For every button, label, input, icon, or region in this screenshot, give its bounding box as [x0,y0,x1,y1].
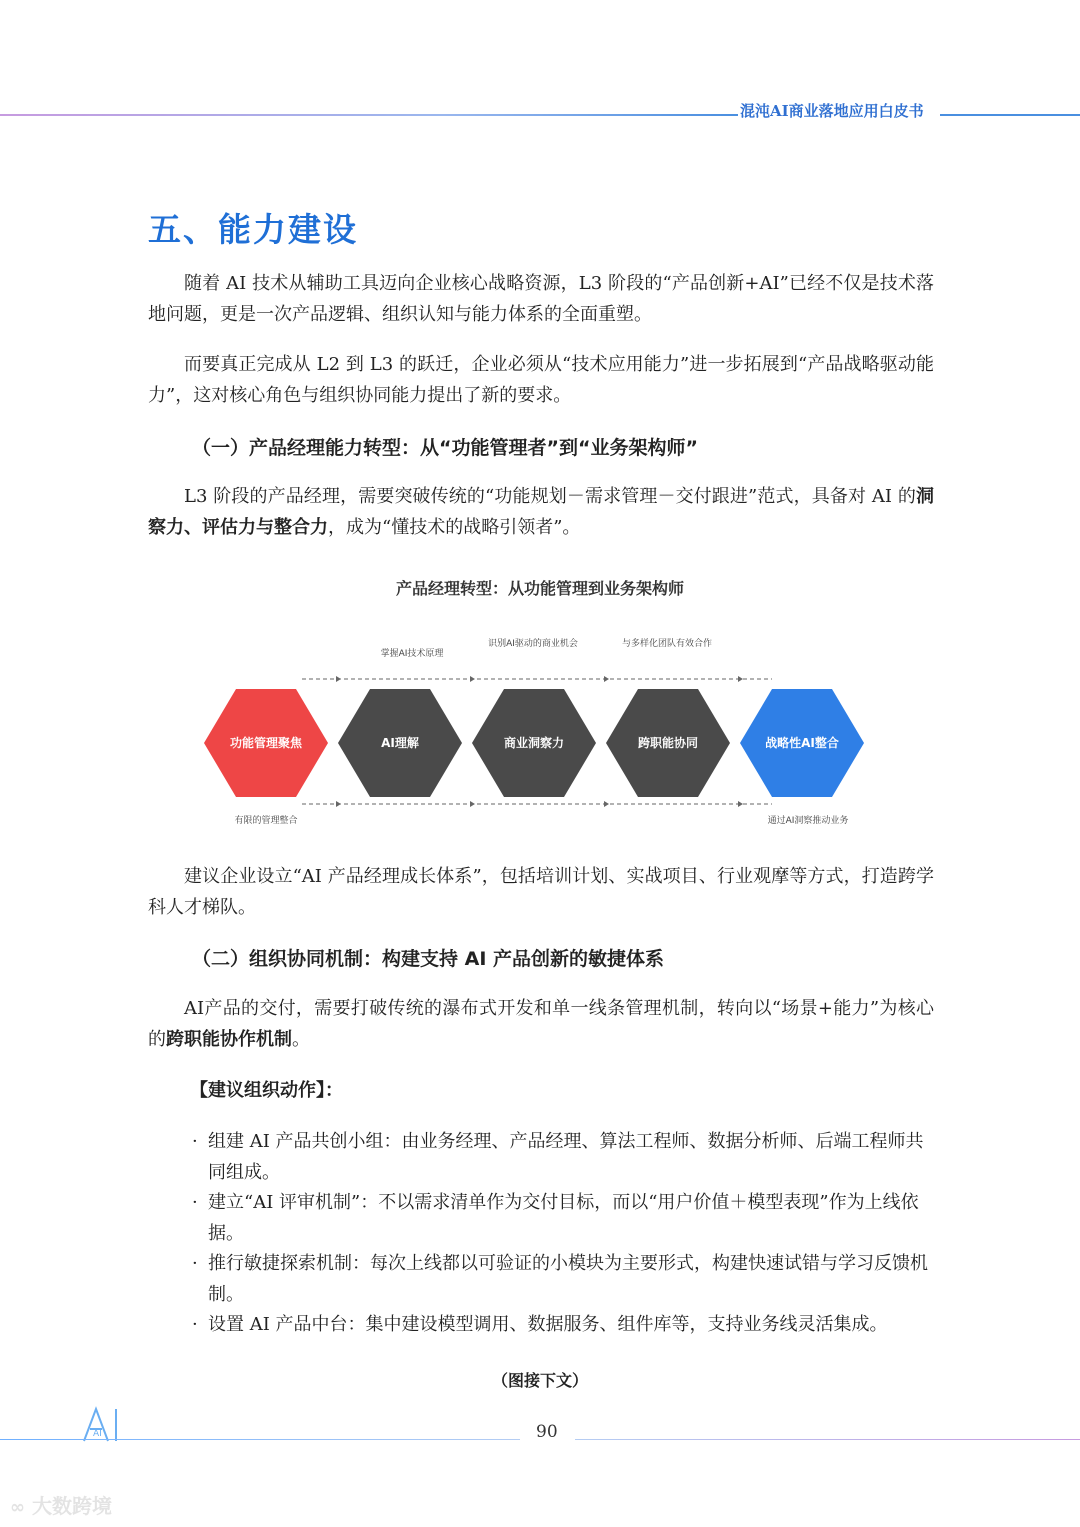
hex-node-label: 商业洞察力 [503,736,565,750]
guide-arrow-icon [470,801,475,807]
guide-arrow-icon [470,676,475,682]
guide-arrow-icon [604,801,609,807]
hex-node-label: AI理解 [381,736,419,750]
list-item: · 建立“AI 评审机制”：不以需求清单作为交付目标，而以“用户价值＋模型表现”作为上线依据。 [192,1192,919,1244]
hex-node [204,689,328,797]
bottom-label-right: 通过AI洞察推动业务 [767,816,849,826]
top-label-2: 识别AI驱动的商业机会 [488,639,578,649]
paragraph-5: AI产品的交付，需要打破传统的瀑布式开发和单一线条管理机制，转向以“场景+能力”为核心的跨职能协作机制。 [148,998,934,1050]
page-number: 90 [536,1422,558,1442]
guide-arrow-icon [738,676,743,682]
hex-node [606,689,730,797]
paragraph-4: 建议企业设立“AI 产品经理成长体系”，包括培训计划、实战项目、行业观摩等方式，打造跨学科人才梯队。 [148,866,934,918]
header-rule-right [940,114,1080,116]
section-title: 五、能力建设 [148,210,358,249]
top-label-3: 与多样化团队有效合作 [621,639,712,649]
paragraph-2: 而要真正完成从 L2 到 L3 的跃迁，企业必须从“技术应用能力”进一步拓展到“产品战略驱动能力”，这对核心角色与组织协同能力提出了新的要求。 [148,354,934,406]
list-item: · 设置 AI 产品中台：集中建设模型调用、数据服务、组件库等，支持业务线灵活集成。 [192,1314,888,1335]
subheading-2: （二）组织协同机制：构建支持 AI 产品创新的敏捷体系 [192,948,665,970]
watermark: ∞ 大数跨境 [10,1494,112,1518]
bottom-label-left: 有限的管理整合 [234,816,298,826]
hex-node-label: 功能管理聚焦 [229,736,303,750]
paragraph-3: L3 阶段的产品经理，需要突破传统的“功能规划－需求管理－交付跟进”范式，具备对 AI 的洞察力、评估力与整合力，成为“懂技术的战略引领者”。 [148,486,934,538]
emphasis-text: 洞察力、评估力与整合力 [148,486,934,538]
guide-arrow-icon [604,676,609,682]
footer-rule-left [0,1439,520,1440]
header-title: 混沌AI商业落地应用白皮书 [740,102,924,120]
transformation-diagram [0,620,1080,820]
guide-arrow-icon [336,676,341,682]
hex-node [338,689,462,797]
list-item: · 推行敏捷探索机制：每次上线都以可验证的小模块为主要形式，构建快速试错与学习反馈机制。 [192,1253,928,1305]
guide-arrow-icon [336,801,341,807]
ai-logo-icon [82,1405,132,1443]
figure-title: 产品经理转型：从功能管理到业务架构师 [395,579,684,598]
logo-text: AI [93,1429,102,1439]
actions-heading: 【建议组织动作】： [190,1080,343,1101]
watermark-logo-icon: ∞ [10,1497,25,1518]
list-item: · 组建 AI 产品共创小组：由业务经理、产品经理、算法工程师、数据分析师、后端工程师共同组成。 [192,1131,924,1183]
footer-rule-right [575,1439,1080,1440]
hex-node-label: 跨职能协同 [637,736,699,750]
top-label-1: 掌握AI技术原理 [380,649,444,659]
emphasis-text: 跨职能协作机制 [166,1029,292,1050]
hex-node [472,689,596,797]
figure-continued-note: （图接下文） [491,1371,588,1390]
hex-node-label: 战略性AI整合 [765,736,839,750]
paragraph-1: 随着 AI 技术从辅助工具迈向企业核心战略资源，L3 阶段的“产品创新+AI”已经不仅是技术落地问题，更是一次产品逻辑、组织认知与能力体系的全面重塑。 [148,273,934,325]
hex-node [740,689,864,797]
subheading-1: （一）产品经理能力转型：从“功能管理者”到“业务架构师” [192,437,698,459]
guide-arrow-icon [738,801,743,807]
header-rule-left [0,114,738,116]
